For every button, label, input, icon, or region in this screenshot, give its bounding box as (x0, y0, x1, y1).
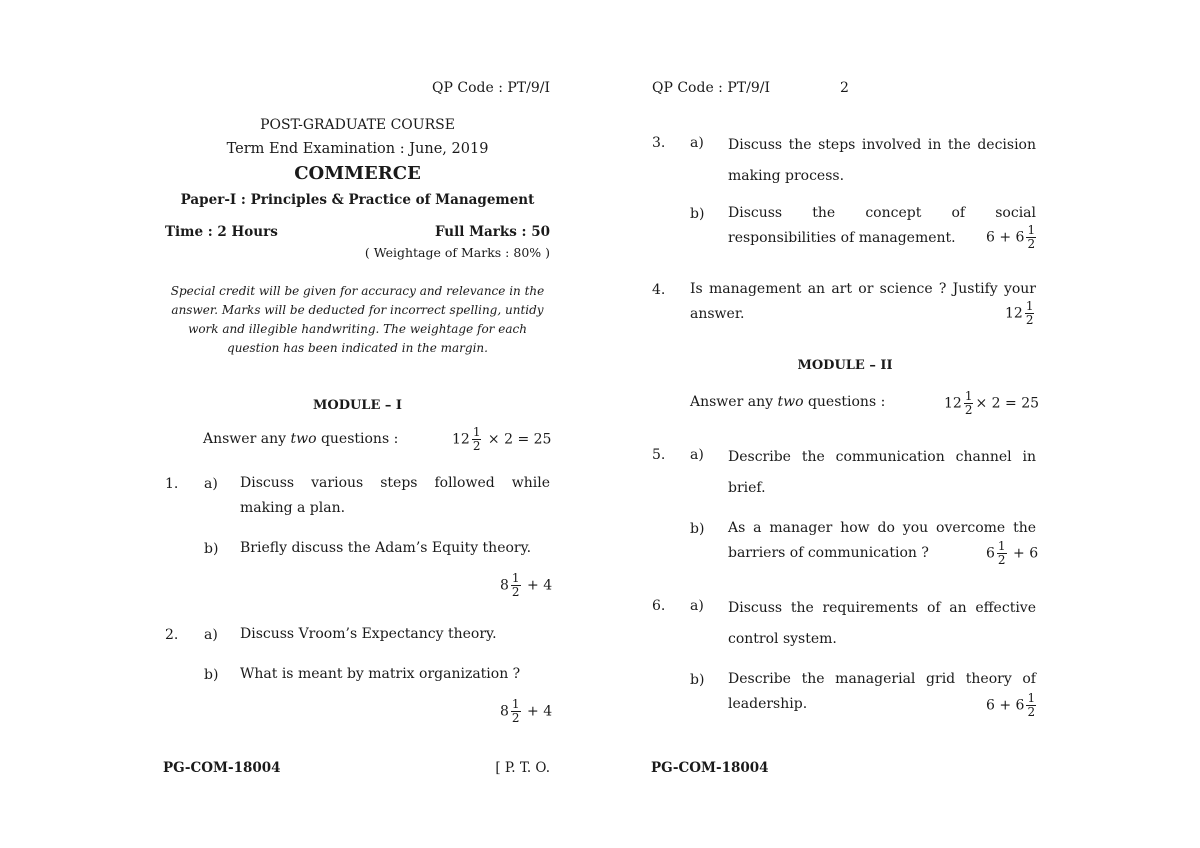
module-marks: 12 $\frac{1}{2}$ × 2 = 25 (452, 425, 552, 453)
module-title: MODULE – I (312, 398, 402, 413)
qp-code: QP Code : PT/9/I (652, 80, 770, 96)
module-instruction: Answer any two questions : (203, 431, 399, 447)
course-title: POST-GRADUATE COURSE (260, 117, 455, 133)
question-text: Discuss various steps followed while making a plan. (240, 475, 550, 516)
module-title: MODULE – II (797, 358, 893, 373)
question-marks: 8 $\frac{1}{2}$ + 4 (500, 697, 553, 725)
module-instruction: Answer any two questions : (690, 394, 886, 410)
question-text: As a manager how do you overcome the barriers of communication ? (728, 520, 1036, 561)
exam-title: Term End Examination : June, 2019 (226, 141, 489, 157)
time-allowed: Time : 2 Hours (165, 224, 278, 240)
part-label: a) (204, 476, 218, 492)
part-label: b) (690, 521, 705, 537)
question-number: 4. (652, 282, 666, 298)
footer-code: PG-COM-18004 (163, 760, 281, 776)
question-text: Discuss the steps involved in the decision making process. (728, 137, 1036, 184)
question-marks: 12 $\frac{1}{2}$ (1005, 299, 1034, 327)
question-number: 5. (652, 447, 666, 463)
question-text: Discuss the concept of social responsibilities of management. (728, 205, 1036, 246)
question-marks: 6 + 6 $\frac{1}{2}$ (986, 223, 1036, 251)
full-marks: Full Marks : 50 (434, 224, 550, 240)
part-label: b) (204, 667, 219, 683)
footer-pto: [ P. T. O. (495, 760, 550, 776)
question-text: Discuss the requirements of an effective control system. (728, 600, 1036, 647)
page-number: 2 (840, 80, 849, 96)
part-label: b) (690, 206, 705, 222)
module-marks: 12 $\frac{1}{2}$ × 2 = 25 (944, 389, 1040, 417)
question-text: Is management an art or science ? Justify your answer. (690, 281, 1036, 322)
footer-code: PG-COM-18004 (651, 760, 769, 776)
instructions-note: Special credit will be given for accuracy and relevance in the answer. Marks will be deducted for incorrect spelling, untidy work and illegible handwriting. The weightage for each question has been indicated in the margin. (170, 284, 545, 355)
question-text: Describe the communication channel in brief. (728, 449, 1036, 496)
question-text: Briefly discuss the Adam’s Equity theory. (240, 540, 532, 556)
subject-title: COMMERCE (294, 163, 421, 184)
question-marks: 8 $\frac{1}{2}$ + 4 (500, 571, 553, 599)
question-number: 3. (652, 135, 666, 151)
question-number: 6. (652, 598, 666, 614)
part-label: b) (690, 672, 705, 688)
question-text: What is meant by matrix organization ? (240, 666, 521, 682)
question-text: Discuss Vroom’s Expectancy theory. (240, 626, 497, 642)
part-label: a) (204, 627, 218, 643)
question-marks: 6 $\frac{1}{2}$ + 6 (986, 539, 1039, 567)
weightage: ( Weightage of Marks : 80% ) (364, 245, 550, 260)
question-marks: 6 + 6 $\frac{1}{2}$ (986, 691, 1036, 719)
question-number: 1. (165, 476, 179, 492)
question-number: 2. (165, 627, 179, 643)
part-label: a) (690, 598, 704, 614)
part-label: b) (204, 541, 219, 557)
part-label: a) (690, 135, 704, 151)
question-text: Describe the managerial grid theory of leadership. (728, 671, 1036, 712)
part-label: a) (690, 447, 704, 463)
qp-code: QP Code : PT/9/I (432, 80, 550, 96)
paper-title: Paper-I : Principles & Practice of Management (180, 192, 535, 208)
